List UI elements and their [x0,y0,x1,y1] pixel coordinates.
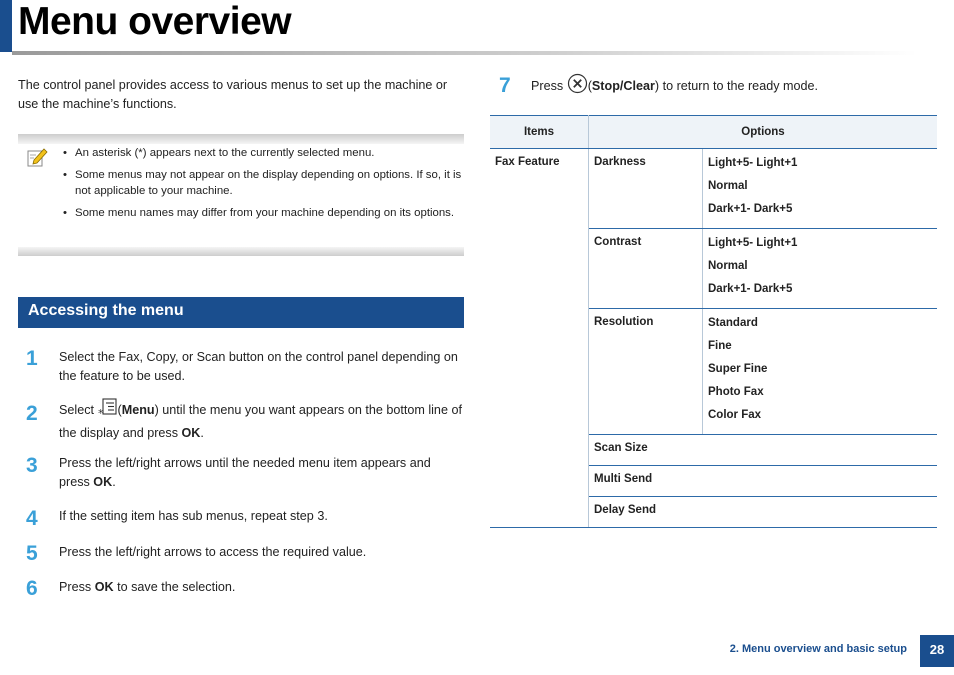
section-header [18,297,464,328]
option-darkness: Darkness [589,149,703,229]
option-value: Light+5- Light+1 [708,157,798,169]
option-values [703,309,938,435]
step-number: 2 [26,402,38,425]
option-contrast: Contrast [589,229,703,309]
step-number: 4 [26,507,38,530]
page-title: Menu overview [18,0,292,43]
option-value: Super Fine [708,363,768,375]
step-text-part: ( [587,79,592,93]
option-value: Dark+1- Dark+5 [708,203,793,215]
step-text: If the setting item has sub menus, repeat step 3. [59,509,328,523]
step-number: 5 [26,542,38,565]
item-fax-feature: Fax Feature [490,149,589,528]
option-value: Light+5- Light+1 [708,237,798,249]
option-scan-size: Scan Size [589,435,938,466]
note-pencil-icon [26,146,48,168]
step-text: Select the Fax, Copy, or Scan button on the control panel depending on the feature to be used. [59,350,458,383]
step-text-part: Select [59,403,98,417]
option-values [703,149,938,229]
page-number: 28 [920,635,954,667]
step-text-part: . [200,425,204,440]
step-text-part: ) until the menu you want appears on the bottom line of the display and press [59,403,462,440]
step-text: Press the left/right arrows to access the required value. [59,545,367,559]
note-item: • Some menus may not appear on the display depending on options. If so, it is not applicable to your machine. [63,167,463,200]
option-delay-send: Delay Send [589,497,938,528]
step-text-part: ) to return to the ready mode. [654,79,818,93]
option-value: Standard [708,317,758,329]
menu-icon [98,398,118,424]
step-text-part: Press [531,79,567,93]
step-number: 7 [499,74,511,97]
step-text-part: to save the selection. [113,580,236,594]
option-multi-send: Multi Send [589,466,938,497]
option-value: Normal [708,180,748,192]
stop-clear-icon [567,73,588,100]
step-number: 3 [26,454,38,477]
option-values [703,229,938,309]
note-list [63,145,463,226]
ok-button-label: OK [181,425,201,440]
section-title: Accessing the menu [28,302,184,319]
note-item: • An asterisk (*) appears next to the currently selected menu. [63,145,463,162]
note-item: • Some menu names may differ from your machine depending on its options. [63,205,463,222]
option-value: Photo Fax [708,386,764,398]
note-top-border [18,134,464,144]
menu-button-label: Menu [121,403,155,417]
step-text-part: Press the left/right arrows until the needed menu item appears and press [59,456,431,489]
footer-chapter: 2. Menu overview and basic setup [729,643,907,655]
option-resolution: Resolution [589,309,703,435]
option-value: Fine [708,340,732,352]
option-value: Normal [708,260,748,272]
option-value: Color Fax [708,409,762,421]
column-header-options: Options [589,116,938,149]
stop-clear-label: Stop/Clear [591,79,655,93]
ok-button-label: OK [93,474,113,489]
step-text-part: . [112,474,116,489]
table-row [490,149,937,229]
step-text-part: Press [59,580,95,594]
menu-table [490,115,937,528]
ok-button-label: OK [94,580,114,594]
menu-table-wrapper [490,115,937,528]
note-box [18,134,464,256]
svg-text:*: * [97,407,104,418]
option-value: Dark+1- Dark+5 [708,283,793,295]
step-text [59,398,464,442]
step-text [59,454,464,491]
intro-paragraph: The control panel provides access to various menus to set up the machine or use the machine’s functions. [18,78,448,111]
step-number: 1 [26,347,38,370]
title-accent-bar [0,0,12,52]
step-7-text [531,73,818,100]
step-number: 6 [26,577,38,600]
step-text [59,578,464,597]
note-bottom-border [18,247,464,256]
table-header-row [490,116,937,149]
column-header-items: Items [490,116,589,149]
title-divider [12,51,917,55]
step-text-part: ( [117,403,122,417]
